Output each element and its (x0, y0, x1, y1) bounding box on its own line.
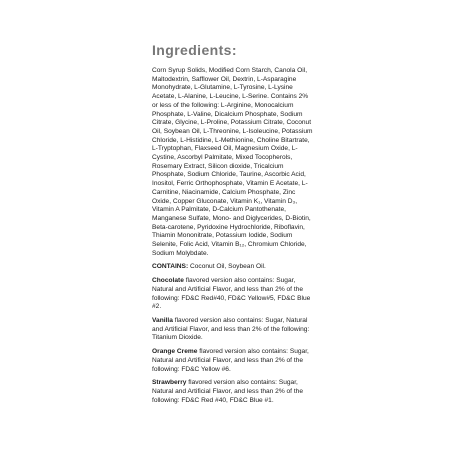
flavor-text: flavored version also contains: Sugar, Natural and Artificial Flavor, and less than 2% of the following: FD&C Red #40, FD&C Blue #1. (152, 379, 304, 404)
flavor-statement-vanilla (152, 317, 314, 343)
flavor-name: Orange Creme (152, 348, 198, 356)
flavor-name: Strawberry (152, 379, 187, 387)
flavor-text: flavored version also contains: Sugar, Natural and Artificial Flavor, and less than 2% of the following: Titanium Dioxide. (152, 316, 310, 342)
flavor-statement-chocolate (152, 277, 314, 312)
contains-label: CONTAINS: (152, 263, 189, 271)
ingredients-list: Corn Syrup Solids, Modified Corn Starch, Canola Oil, Maltodextrin, Safflower Oil, Dextrin, L-Asparagine Monohydrate, L-Glutamine, L-Tyrosine, L-Lysine Acetate, L-Alanine, L-Leucine, L-Serine. Contains 2% or less of the following: L-Arginine, Monocalcium Phosphate, L-Valine, Dicalcium Phosphate, Sodium Citrate, Glycine, L-Proline, Potassium Citrate, Coconut Oil, Soybean Oil, L-Threonine, L-Isoleucine, Potassium Chloride, L-Histidine, L-Methionine, Choline Bitartrate, L-Tryptophan, Flaxseed Oil, Magnesium Oxide, L-Cystine, Ascorbyl Palmitate, Mixed Tocopherols, Rosemary Extract, Silicon dioxide, Tricalcium Phosphate, Sodium Chloride, Taurine, Ascorbic Acid, Inositol, Ferric Orthophosphate, Vitamin E Acetate, L-Carnitine, Niacinamide, Calcium Phosphate, Zinc Oxide, Copper Gluconate, Vitamin K₁, Vitamin D₃, Vitamin A Palmitate, D-Calcium Pantothenate, Manganese Sulfate, Mono- and Diglycerides, D-Biotin, Beta-carotene, Pyridoxine Hydrochloride, Riboflavin, Thiamin Mononitrate, Potassium Iodide, Sodium Selenite, Folic Acid, Vitamin B₁₂, Chromium Chloride, Sodium Molybdate. (152, 67, 313, 257)
contains-statement (152, 263, 314, 272)
flavor-name: Chocolate (152, 277, 184, 285)
flavor-statement-orange-creme (152, 348, 314, 374)
contains-text: Coconut Oil, Soybean Oil. (188, 263, 266, 271)
ingredients-heading: Ingredients: (152, 42, 237, 58)
flavor-name: Vanilla (152, 316, 173, 324)
flavor-text: flavored version also contains: Sugar, Natural and Artificial Flavor, and less than 2% of the following: FD&C Red#40, FD&C Yellow#5, FD&C Blue #2. (152, 277, 311, 311)
flavor-statement-strawberry (152, 379, 314, 405)
flavor-text: flavored version also contains: Sugar, Natural and Artificial Flavor, and less than 2% of the following: FD&C Yellow #6. (152, 348, 309, 373)
ingredients-panel (152, 42, 314, 410)
